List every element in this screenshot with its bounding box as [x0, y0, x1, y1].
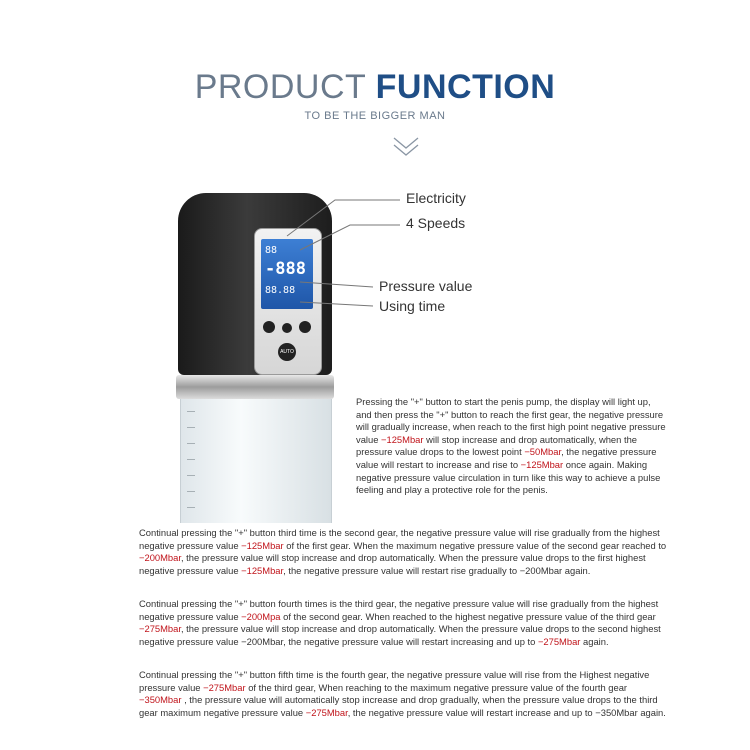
highlight-value: −125Mbar	[520, 458, 564, 470]
page-subtitle: TO BE THE BIGGER MAN	[304, 110, 446, 122]
title-bold: FUNCTION	[375, 68, 556, 106]
text-segment: Continual pressing the "+" button fifth time is the fourth gear, the negative pressure value will rise from the Highest negative pressure value	[139, 669, 650, 693]
highlight-value: −125Mbar	[241, 564, 284, 576]
scale-tick	[187, 491, 195, 492]
highlight-value: −200Mbar	[139, 552, 181, 564]
highlight-value: −200Mpa	[241, 610, 281, 622]
highlight-value: −275Mbar	[305, 706, 348, 718]
callout-lines	[0, 0, 750, 330]
text-segment: of the second gear. When reached to the highest negative pressure value of the third gear	[280, 610, 656, 622]
text-segment: , the negative pressure value will restart increase and up to −350Mbar again.	[347, 706, 666, 718]
callout-time: Using time	[379, 298, 446, 314]
paragraph-second-gear	[139, 527, 669, 577]
highlight-value: −275Mbar	[537, 635, 581, 647]
text-segment: , the negative pressure value will restart rise gradually to −200Mbar again.	[283, 564, 591, 576]
text-segment: , the pressure value will automatically stop increase and drop gradually, when the pressure value drops to the third gear maximum negative pressure value	[139, 694, 658, 718]
scale-tick	[187, 507, 195, 508]
scale-tick	[187, 411, 195, 412]
highlight-value: −50Mbar	[524, 446, 562, 458]
highlight-value: −350Mbar	[139, 694, 182, 706]
text-segment: , the negative pressure value will restart to increase and rise to	[356, 446, 657, 470]
highlight-value: −275Mbar	[139, 623, 181, 635]
title-light: PRODUCT	[194, 68, 366, 106]
lcd-speed-readout: 88	[265, 245, 278, 256]
chrome-ring	[176, 375, 334, 399]
lcd-pressure-readout: -888	[265, 259, 306, 279]
text-segment: will stop increase and drop automatically, when the pressure value drops to the lowest point	[356, 433, 637, 458]
paragraph-fourth-gear	[139, 669, 669, 719]
text-segment: , the pressure value will stop increase and drop automatically. When the pressure value drops to the first highest negative pressure value	[139, 552, 646, 576]
callout-speeds: 4 Speeds	[406, 215, 466, 231]
paragraph-first-gear	[356, 396, 668, 497]
highlight-value: −275Mbar	[203, 681, 246, 693]
callout-pressure: Pressure value	[379, 278, 473, 294]
clear-cylinder	[180, 399, 332, 523]
scale-tick	[187, 459, 195, 460]
text-segment: again.	[580, 635, 609, 647]
highlight-value: −125Mbar	[241, 539, 284, 551]
text-segment: Pressing the "+" button to start the penis pump, the display will light up, and then press the "+" button to reach the first gear, the negative pressure will gradually increase, when reach to the first high point negative pressure value	[356, 396, 666, 445]
scale-tick	[187, 427, 195, 428]
text-segment: Continual pressing the "+" button third time is the second gear, the negative pressure value will rise gradually from the highest negative pressure value	[139, 527, 660, 551]
callout-electricity: Electricity	[406, 190, 466, 206]
lcd-time-readout: 88.88	[265, 285, 296, 296]
paragraph-third-gear	[139, 598, 669, 648]
text-segment: , the pressure value will stop increase and drop automatically. When the pressure value drops to the second highest negative pressure value −200Mbar, the negative pressure value will restart increasing and up to	[139, 623, 661, 647]
text-segment: of the third gear, When reaching to the maximum negative pressure value of the fourth gear	[245, 681, 628, 693]
text-segment: Continual pressing the "+" button fourth times is the third gear, the negative pressure value will rise gradually from the highest negative pressure value	[139, 598, 659, 622]
auto-button[interactable]: AUTO	[278, 343, 296, 361]
text-segment: of the first gear. When the maximum negative pressure value of the second gear reached to	[283, 539, 667, 551]
scale-tick	[187, 475, 195, 476]
highlight-value: −125Mbar	[381, 433, 424, 445]
text-segment: once again. Making negative pressure value circulation in turn like this way to achieve a pulse feeling and play a protective role for the penis.	[356, 458, 661, 496]
scale-tick	[187, 443, 195, 444]
